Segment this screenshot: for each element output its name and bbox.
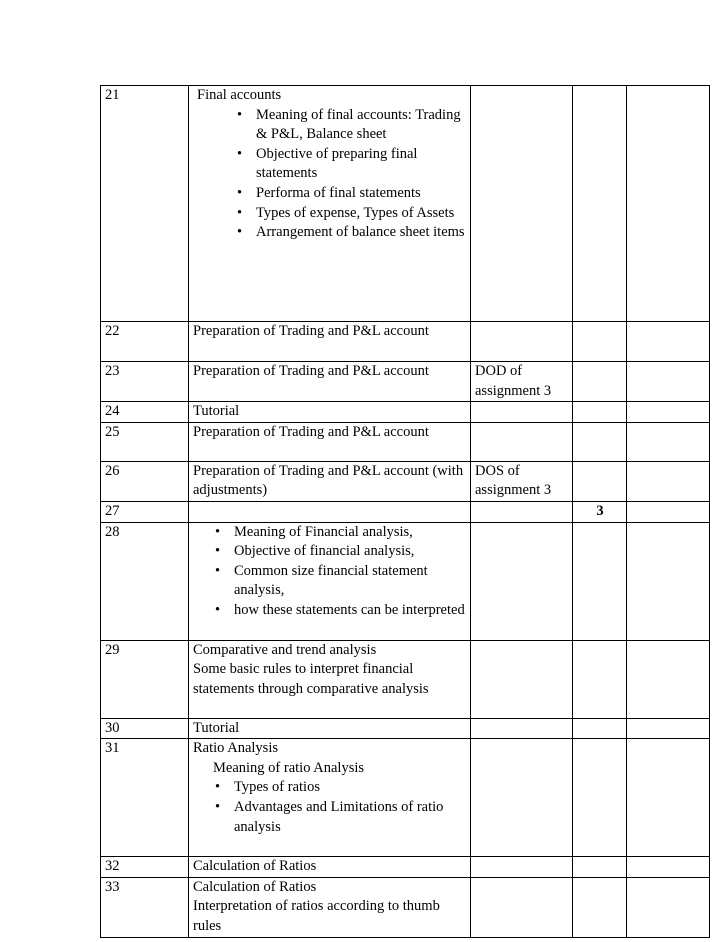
lecture-topic: Calculation of Ratios — [189, 857, 471, 878]
mark-cell — [573, 640, 627, 718]
extra-cell — [627, 718, 710, 739]
remark-cell — [471, 739, 573, 857]
remark-cell — [471, 522, 573, 640]
topic-bullets — [193, 106, 467, 243]
extra-cell — [627, 501, 710, 522]
remark-cell — [471, 640, 573, 718]
lecture-topic: Preparation of Trading and P&L account — [189, 422, 471, 461]
table-row — [101, 402, 710, 423]
remark-cell: DOD of assignment 3 — [471, 362, 573, 402]
extra-cell — [627, 857, 710, 878]
lecture-number: 21 — [101, 86, 189, 322]
bullet-item: • Types of ratios — [234, 778, 467, 798]
lesson-plan-table — [100, 85, 710, 938]
topic-bullets — [193, 778, 467, 837]
lecture-topic — [189, 522, 471, 640]
mark-cell — [573, 362, 627, 402]
lecture-topic: Tutorial — [189, 718, 471, 739]
lecture-number: 27 — [101, 501, 189, 522]
topic-line: Calculation of Ratios — [193, 878, 317, 895]
lecture-number: 22 — [101, 322, 189, 362]
bullet-item: • Meaning of Financial analysis, — [234, 523, 467, 543]
extra-cell — [627, 322, 710, 362]
table-row — [101, 877, 710, 937]
remark-cell — [471, 422, 573, 461]
extra-cell — [627, 86, 710, 322]
remark-cell — [471, 857, 573, 878]
bullet-item: • Types of expense, Types of Assets — [256, 204, 467, 224]
remark-cell — [471, 86, 573, 322]
lecture-topic — [189, 501, 471, 522]
lecture-number: 32 — [101, 857, 189, 878]
topic-heading: Ratio Analysis — [193, 740, 278, 757]
mark-cell — [573, 739, 627, 857]
extra-cell — [627, 362, 710, 402]
lecture-topic: Preparation of Trading and P&L account — [189, 322, 471, 362]
lecture-number: 28 — [101, 522, 189, 640]
table-row — [101, 522, 710, 640]
extra-cell — [627, 402, 710, 423]
bullet-item: • Arrangement of balance sheet items — [256, 223, 467, 243]
lecture-number: 31 — [101, 739, 189, 857]
topic-line: Comparative and trend analysis — [193, 641, 377, 658]
table-row — [101, 640, 710, 718]
remark-cell — [471, 718, 573, 739]
bullet-item: • Common size financial statement analysis, — [234, 562, 467, 601]
table-row — [101, 422, 710, 461]
lecture-number: 23 — [101, 362, 189, 402]
table-row — [101, 718, 710, 739]
extra-cell — [627, 739, 710, 857]
mark-cell — [573, 857, 627, 878]
topic-subheading: Meaning of ratio Analysis — [213, 759, 365, 776]
extra-cell — [627, 877, 710, 937]
table-row — [101, 461, 710, 501]
lecture-number: 33 — [101, 877, 189, 937]
topic-bullets — [193, 523, 467, 621]
table-row — [101, 86, 710, 322]
lecture-topic: Tutorial — [189, 402, 471, 423]
table-row — [101, 739, 710, 857]
remark-cell — [471, 877, 573, 937]
extra-cell — [627, 422, 710, 461]
remark-cell: DOS of assignment 3 — [471, 461, 573, 501]
topic-line: Some basic rules to interpret financial statements through comparative analysis — [193, 661, 429, 697]
bullet-item: • Objective of financial analysis, — [234, 542, 467, 562]
extra-cell — [627, 522, 710, 640]
lecture-topic — [189, 739, 471, 857]
lecture-topic: Preparation of Trading and P&L account (with adjustments) — [189, 461, 471, 501]
bullet-item: • Objective of preparing final statements — [256, 145, 467, 184]
lecture-number: 25 — [101, 422, 189, 461]
mark-cell — [573, 877, 627, 937]
extra-cell — [627, 461, 710, 501]
lecture-number: 30 — [101, 718, 189, 739]
lecture-number: 26 — [101, 461, 189, 501]
mark-cell — [573, 461, 627, 501]
lecture-number: 29 — [101, 640, 189, 718]
lecture-topic — [189, 877, 471, 937]
mark-cell — [573, 86, 627, 322]
extra-cell — [627, 640, 710, 718]
lecture-number: 24 — [101, 402, 189, 423]
bullet-item: • Advantages and Limitations of ratio analysis — [234, 798, 467, 837]
mark-cell: 3 — [573, 501, 627, 522]
table-row — [101, 501, 710, 522]
mark-cell — [573, 422, 627, 461]
topic-heading: Final accounts — [197, 87, 282, 103]
table-row — [101, 857, 710, 878]
lecture-topic: Preparation of Trading and P&L account — [189, 362, 471, 402]
mark-cell — [573, 718, 627, 739]
lecture-topic — [189, 640, 471, 718]
table-row — [101, 362, 710, 402]
mark-cell — [573, 522, 627, 640]
bullet-item: • Meaning of final accounts: Trading & P&L, Balance sheet — [256, 106, 467, 145]
table-row — [101, 322, 710, 362]
bullet-item: • how these statements can be interpreted — [234, 601, 467, 621]
bullet-item: • Performa of final statements — [256, 184, 467, 204]
topic-line: Interpretation of ratios according to thumb rules — [193, 898, 440, 934]
remark-cell — [471, 402, 573, 423]
remark-cell — [471, 322, 573, 362]
mark-cell — [573, 402, 627, 423]
lecture-topic — [189, 86, 471, 322]
mark-cell — [573, 322, 627, 362]
remark-cell — [471, 501, 573, 522]
